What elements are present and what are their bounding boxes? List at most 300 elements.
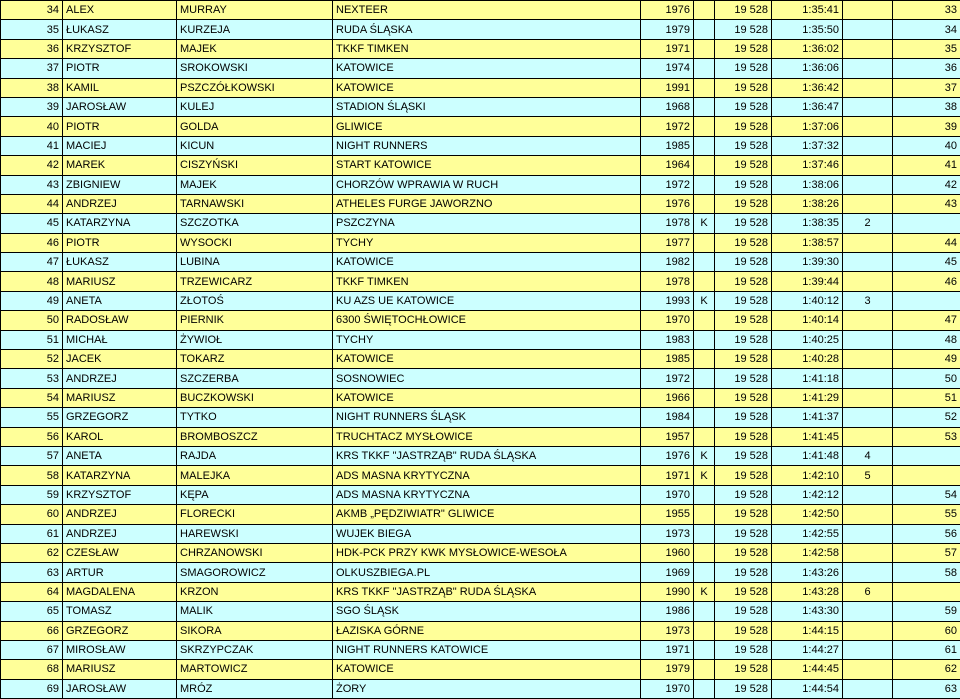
cell-year: 1970: [641, 485, 694, 504]
cell-distance: 19 528: [715, 194, 772, 213]
cell-club: TKKF TIMKEN: [333, 39, 641, 58]
cell-sex: [694, 369, 715, 388]
cell-place: 58: [1, 466, 63, 485]
cell-sex: [694, 136, 715, 155]
cell-men-place: 55: [893, 505, 960, 524]
cell-place: 46: [1, 233, 63, 252]
cell-year: 1972: [641, 369, 694, 388]
table-row: [1, 369, 960, 388]
cell-first-name: GRZEGORZ: [63, 621, 177, 640]
cell-club: STADION ŚLĄSKI: [333, 97, 641, 116]
cell-men-place: 48: [893, 330, 960, 349]
cell-last-name: RAJDA: [177, 446, 333, 465]
cell-distance: 19 528: [715, 311, 772, 330]
cell-club: PSZCZYNA: [333, 214, 641, 233]
cell-distance: 19 528: [715, 679, 772, 698]
cell-club: ADS MASNA KRYTYCZNA: [333, 485, 641, 504]
cell-club: KRS TKKF "JASTRZĄB" RUDA ŚLĄSKA: [333, 446, 641, 465]
results-table-body: [1, 1, 960, 699]
cell-women-place: [843, 524, 893, 543]
cell-time: 1:44:27: [772, 640, 843, 659]
cell-club: ADS MASNA KRYTYCZNA: [333, 466, 641, 485]
cell-distance: 19 528: [715, 660, 772, 679]
cell-sex: [694, 427, 715, 446]
cell-distance: 19 528: [715, 388, 772, 407]
cell-distance: 19 528: [715, 175, 772, 194]
cell-last-name: WYSOCKI: [177, 233, 333, 252]
cell-distance: 19 528: [715, 524, 772, 543]
cell-last-name: BROMBOSZCZ: [177, 427, 333, 446]
table-row: [1, 446, 960, 465]
cell-women-place: [843, 20, 893, 39]
cell-place: 53: [1, 369, 63, 388]
cell-men-place: 36: [893, 59, 960, 78]
cell-men-place: 60: [893, 621, 960, 640]
cell-first-name: ANETA: [63, 291, 177, 310]
cell-time: 1:43:26: [772, 563, 843, 582]
cell-year: 1973: [641, 524, 694, 543]
table-row: [1, 156, 960, 175]
cell-place: 61: [1, 524, 63, 543]
cell-women-place: [843, 408, 893, 427]
table-row: [1, 1, 960, 20]
cell-first-name: RADOSŁAW: [63, 311, 177, 330]
cell-time: 1:38:26: [772, 194, 843, 213]
cell-time: 1:39:44: [772, 272, 843, 291]
cell-last-name: TRZEWICARZ: [177, 272, 333, 291]
cell-sex: [694, 311, 715, 330]
table-row: [1, 524, 960, 543]
cell-time: 1:44:45: [772, 660, 843, 679]
cell-men-place: [893, 214, 960, 233]
cell-time: 1:44:54: [772, 679, 843, 698]
cell-men-place: 52: [893, 408, 960, 427]
cell-men-place: 38: [893, 97, 960, 116]
cell-first-name: ALEX: [63, 1, 177, 20]
table-row: [1, 20, 960, 39]
cell-women-place: 3: [843, 291, 893, 310]
cell-women-place: [843, 194, 893, 213]
table-row: [1, 408, 960, 427]
cell-year: 1976: [641, 446, 694, 465]
cell-distance: 19 528: [715, 291, 772, 310]
cell-first-name: JAROSŁAW: [63, 97, 177, 116]
cell-place: 64: [1, 582, 63, 601]
table-row: [1, 427, 960, 446]
cell-distance: 19 528: [715, 1, 772, 20]
cell-place: 57: [1, 446, 63, 465]
table-row: [1, 291, 960, 310]
cell-women-place: [843, 311, 893, 330]
cell-sex: [694, 59, 715, 78]
cell-last-name: TYTKO: [177, 408, 333, 427]
cell-men-place: 43: [893, 194, 960, 213]
cell-women-place: 4: [843, 446, 893, 465]
cell-men-place: 54: [893, 485, 960, 504]
cell-club: NIGHT RUNNERS: [333, 136, 641, 155]
cell-sex: [694, 350, 715, 369]
cell-time: 1:42:50: [772, 505, 843, 524]
cell-distance: 19 528: [715, 505, 772, 524]
cell-men-place: 39: [893, 117, 960, 136]
cell-place: 59: [1, 485, 63, 504]
cell-club: NIGHT RUNNERS ŚLĄSK: [333, 408, 641, 427]
cell-year: 1984: [641, 408, 694, 427]
cell-year: 1973: [641, 621, 694, 640]
cell-men-place: 56: [893, 524, 960, 543]
cell-place: 55: [1, 408, 63, 427]
cell-women-place: 2: [843, 214, 893, 233]
cell-time: 1:41:45: [772, 427, 843, 446]
cell-first-name: TOMASZ: [63, 602, 177, 621]
cell-club: TRUCHTACZ MYSŁOWICE: [333, 427, 641, 446]
cell-distance: 19 528: [715, 39, 772, 58]
cell-women-place: [843, 350, 893, 369]
cell-last-name: SKRZYPCZAK: [177, 640, 333, 659]
cell-sex: [694, 388, 715, 407]
cell-sex: [694, 640, 715, 659]
cell-place: 34: [1, 1, 63, 20]
table-row: [1, 563, 960, 582]
cell-distance: 19 528: [715, 369, 772, 388]
cell-first-name: MARIUSZ: [63, 388, 177, 407]
cell-last-name: KICUN: [177, 136, 333, 155]
cell-last-name: KULEJ: [177, 97, 333, 116]
cell-sex: K: [694, 291, 715, 310]
cell-women-place: [843, 97, 893, 116]
cell-women-place: [843, 1, 893, 20]
table-row: [1, 59, 960, 78]
cell-sex: [694, 97, 715, 116]
cell-distance: 19 528: [715, 20, 772, 39]
cell-club: ATHELES FURGE JAWORZNO: [333, 194, 641, 213]
cell-last-name: CISZYŃSKI: [177, 156, 333, 175]
cell-last-name: GOLDA: [177, 117, 333, 136]
cell-club: TYCHY: [333, 233, 641, 252]
cell-men-place: 45: [893, 253, 960, 272]
cell-time: 1:37:32: [772, 136, 843, 155]
cell-first-name: MARIUSZ: [63, 660, 177, 679]
cell-place: 50: [1, 311, 63, 330]
cell-women-place: 6: [843, 582, 893, 601]
cell-year: 1978: [641, 272, 694, 291]
cell-place: 67: [1, 640, 63, 659]
cell-place: 60: [1, 505, 63, 524]
cell-last-name: PIERNIK: [177, 311, 333, 330]
cell-first-name: MIROSŁAW: [63, 640, 177, 659]
cell-first-name: PIOTR: [63, 117, 177, 136]
table-row: [1, 350, 960, 369]
cell-year: 1976: [641, 194, 694, 213]
cell-sex: [694, 272, 715, 291]
cell-last-name: MRÓZ: [177, 679, 333, 698]
cell-sex: [694, 505, 715, 524]
table-row: [1, 117, 960, 136]
cell-time: 1:43:30: [772, 602, 843, 621]
cell-men-place: 59: [893, 602, 960, 621]
cell-men-place: 53: [893, 427, 960, 446]
table-row: [1, 253, 960, 272]
cell-time: 1:36:06: [772, 59, 843, 78]
cell-first-name: CZESŁAW: [63, 543, 177, 562]
cell-time: 1:42:58: [772, 543, 843, 562]
table-row: [1, 97, 960, 116]
table-row: [1, 214, 960, 233]
cell-first-name: KRZYSZTOF: [63, 39, 177, 58]
cell-place: 35: [1, 20, 63, 39]
cell-club: NIGHT RUNNERS KATOWICE: [333, 640, 641, 659]
cell-women-place: [843, 369, 893, 388]
cell-sex: [694, 660, 715, 679]
cell-club: START KATOWICE: [333, 156, 641, 175]
cell-last-name: BUCZKOWSKI: [177, 388, 333, 407]
cell-women-place: [843, 175, 893, 194]
cell-last-name: HAREWSKI: [177, 524, 333, 543]
cell-women-place: [843, 78, 893, 97]
cell-time: 1:38:06: [772, 175, 843, 194]
cell-time: 1:41:48: [772, 446, 843, 465]
cell-sex: [694, 621, 715, 640]
cell-place: 43: [1, 175, 63, 194]
cell-last-name: CHRZANOWSKI: [177, 543, 333, 562]
cell-year: 1966: [641, 388, 694, 407]
cell-time: 1:42:12: [772, 485, 843, 504]
cell-sex: [694, 408, 715, 427]
cell-sex: K: [694, 446, 715, 465]
cell-year: 1970: [641, 311, 694, 330]
cell-women-place: [843, 39, 893, 58]
table-row: [1, 330, 960, 349]
cell-time: 1:38:35: [772, 214, 843, 233]
cell-place: 65: [1, 602, 63, 621]
cell-time: 1:44:15: [772, 621, 843, 640]
cell-sex: [694, 156, 715, 175]
cell-men-place: 57: [893, 543, 960, 562]
cell-first-name: ANDRZEJ: [63, 369, 177, 388]
cell-distance: 19 528: [715, 117, 772, 136]
cell-place: 40: [1, 117, 63, 136]
cell-last-name: MARTOWICZ: [177, 660, 333, 679]
cell-club: SOSNOWIEC: [333, 369, 641, 388]
cell-year: 1957: [641, 427, 694, 446]
cell-men-place: 34: [893, 20, 960, 39]
cell-distance: 19 528: [715, 253, 772, 272]
cell-women-place: [843, 330, 893, 349]
cell-club: GLIWICE: [333, 117, 641, 136]
cell-sex: [694, 1, 715, 20]
cell-women-place: [843, 427, 893, 446]
cell-year: 1972: [641, 175, 694, 194]
cell-first-name: MAREK: [63, 156, 177, 175]
cell-women-place: [843, 253, 893, 272]
cell-last-name: MAJEK: [177, 175, 333, 194]
cell-year: 1985: [641, 350, 694, 369]
cell-distance: 19 528: [715, 59, 772, 78]
table-row: [1, 505, 960, 524]
cell-time: 1:42:10: [772, 466, 843, 485]
cell-club: TKKF TIMKEN: [333, 272, 641, 291]
cell-last-name: SMAGOROWICZ: [177, 563, 333, 582]
cell-last-name: KRZON: [177, 582, 333, 601]
cell-club: KATOWICE: [333, 350, 641, 369]
cell-men-place: [893, 582, 960, 601]
cell-time: 1:35:41: [772, 1, 843, 20]
cell-men-place: 35: [893, 39, 960, 58]
cell-women-place: [843, 660, 893, 679]
table-row: [1, 175, 960, 194]
cell-time: 1:41:29: [772, 388, 843, 407]
cell-last-name: SZCZERBA: [177, 369, 333, 388]
cell-time: 1:41:37: [772, 408, 843, 427]
cell-men-place: 46: [893, 272, 960, 291]
cell-men-place: 37: [893, 78, 960, 97]
cell-club: ŁAZISKA GÓRNE: [333, 621, 641, 640]
cell-club: CHORZÓW WPRAWIA W RUCH: [333, 175, 641, 194]
cell-year: 1991: [641, 78, 694, 97]
cell-place: 66: [1, 621, 63, 640]
cell-men-place: 40: [893, 136, 960, 155]
cell-time: 1:43:28: [772, 582, 843, 601]
cell-club: RUDA ŚLĄSKA: [333, 20, 641, 39]
cell-women-place: [843, 388, 893, 407]
cell-sex: [694, 194, 715, 213]
cell-sex: K: [694, 466, 715, 485]
cell-distance: 19 528: [715, 602, 772, 621]
cell-first-name: MACIEJ: [63, 136, 177, 155]
cell-time: 1:42:55: [772, 524, 843, 543]
cell-sex: [694, 679, 715, 698]
cell-place: 41: [1, 136, 63, 155]
cell-year: 1972: [641, 117, 694, 136]
cell-women-place: [843, 272, 893, 291]
cell-distance: 19 528: [715, 446, 772, 465]
cell-year: 1993: [641, 291, 694, 310]
cell-distance: 19 528: [715, 350, 772, 369]
cell-distance: 19 528: [715, 214, 772, 233]
table-row: [1, 388, 960, 407]
cell-time: 1:38:57: [772, 233, 843, 252]
cell-women-place: [843, 485, 893, 504]
cell-year: 1982: [641, 253, 694, 272]
cell-first-name: JAROSŁAW: [63, 679, 177, 698]
cell-place: 48: [1, 272, 63, 291]
cell-time: 1:36:42: [772, 78, 843, 97]
cell-sex: [694, 524, 715, 543]
cell-year: 1974: [641, 59, 694, 78]
cell-first-name: KATARZYNA: [63, 466, 177, 485]
cell-women-place: [843, 505, 893, 524]
cell-club: WUJEK BIEGA: [333, 524, 641, 543]
cell-distance: 19 528: [715, 640, 772, 659]
cell-club: HDK-PCK PRZY KWK MYSŁOWICE-WESOŁA: [333, 543, 641, 562]
cell-distance: 19 528: [715, 233, 772, 252]
cell-club: KATOWICE: [333, 388, 641, 407]
cell-sex: [694, 78, 715, 97]
cell-last-name: SZCZOTKA: [177, 214, 333, 233]
cell-men-place: 47: [893, 311, 960, 330]
cell-year: 1968: [641, 97, 694, 116]
cell-club: TYCHY: [333, 330, 641, 349]
cell-year: 1971: [641, 39, 694, 58]
cell-sex: [694, 20, 715, 39]
cell-place: 37: [1, 59, 63, 78]
cell-club: KATOWICE: [333, 253, 641, 272]
cell-women-place: [843, 233, 893, 252]
table-row: [1, 621, 960, 640]
cell-men-place: [893, 446, 960, 465]
cell-first-name: KRZYSZTOF: [63, 485, 177, 504]
table-row: [1, 640, 960, 659]
cell-year: 1971: [641, 466, 694, 485]
cell-first-name: JACEK: [63, 350, 177, 369]
cell-year: 1986: [641, 602, 694, 621]
cell-first-name: MAGDALENA: [63, 582, 177, 601]
cell-last-name: PSZCZÓŁKOWSKI: [177, 78, 333, 97]
cell-time: 1:40:28: [772, 350, 843, 369]
cell-year: 1969: [641, 563, 694, 582]
cell-place: 44: [1, 194, 63, 213]
cell-distance: 19 528: [715, 156, 772, 175]
cell-women-place: [843, 679, 893, 698]
cell-year: 1979: [641, 20, 694, 39]
cell-men-place: 62: [893, 660, 960, 679]
cell-first-name: ŁUKASZ: [63, 253, 177, 272]
table-row: [1, 78, 960, 97]
cell-time: 1:36:02: [772, 39, 843, 58]
cell-distance: 19 528: [715, 78, 772, 97]
cell-year: 1985: [641, 136, 694, 155]
cell-sex: [694, 117, 715, 136]
cell-distance: 19 528: [715, 97, 772, 116]
cell-last-name: ŻYWIOŁ: [177, 330, 333, 349]
cell-first-name: KAMIL: [63, 78, 177, 97]
cell-time: 1:40:12: [772, 291, 843, 310]
cell-women-place: [843, 117, 893, 136]
cell-first-name: KAROL: [63, 427, 177, 446]
table-row: [1, 233, 960, 252]
cell-place: 54: [1, 388, 63, 407]
cell-women-place: [843, 543, 893, 562]
cell-sex: [694, 563, 715, 582]
cell-club: AKMB „PĘDZIWIATR" GLIWICE: [333, 505, 641, 524]
cell-place: 52: [1, 350, 63, 369]
cell-distance: 19 528: [715, 563, 772, 582]
cell-last-name: TOKARZ: [177, 350, 333, 369]
cell-year: 1976: [641, 1, 694, 20]
cell-first-name: ZBIGNIEW: [63, 175, 177, 194]
cell-first-name: ANDRZEJ: [63, 194, 177, 213]
cell-place: 68: [1, 660, 63, 679]
cell-place: 62: [1, 543, 63, 562]
cell-place: 39: [1, 97, 63, 116]
cell-men-place: 44: [893, 233, 960, 252]
cell-distance: 19 528: [715, 408, 772, 427]
cell-women-place: [843, 156, 893, 175]
cell-last-name: SROKOWSKI: [177, 59, 333, 78]
cell-club: OLKUSZBIEGA.PL: [333, 563, 641, 582]
cell-men-place: 58: [893, 563, 960, 582]
cell-distance: 19 528: [715, 427, 772, 446]
cell-men-place: 61: [893, 640, 960, 659]
table-row: [1, 311, 960, 330]
cell-last-name: LUBINA: [177, 253, 333, 272]
cell-year: 1960: [641, 543, 694, 562]
cell-club: KU AZS UE KATOWICE: [333, 291, 641, 310]
table-row: [1, 543, 960, 562]
cell-time: 1:40:25: [772, 330, 843, 349]
cell-place: 42: [1, 156, 63, 175]
cell-club: KRS TKKF "JASTRZĄB" RUDA ŚLĄSKA: [333, 582, 641, 601]
